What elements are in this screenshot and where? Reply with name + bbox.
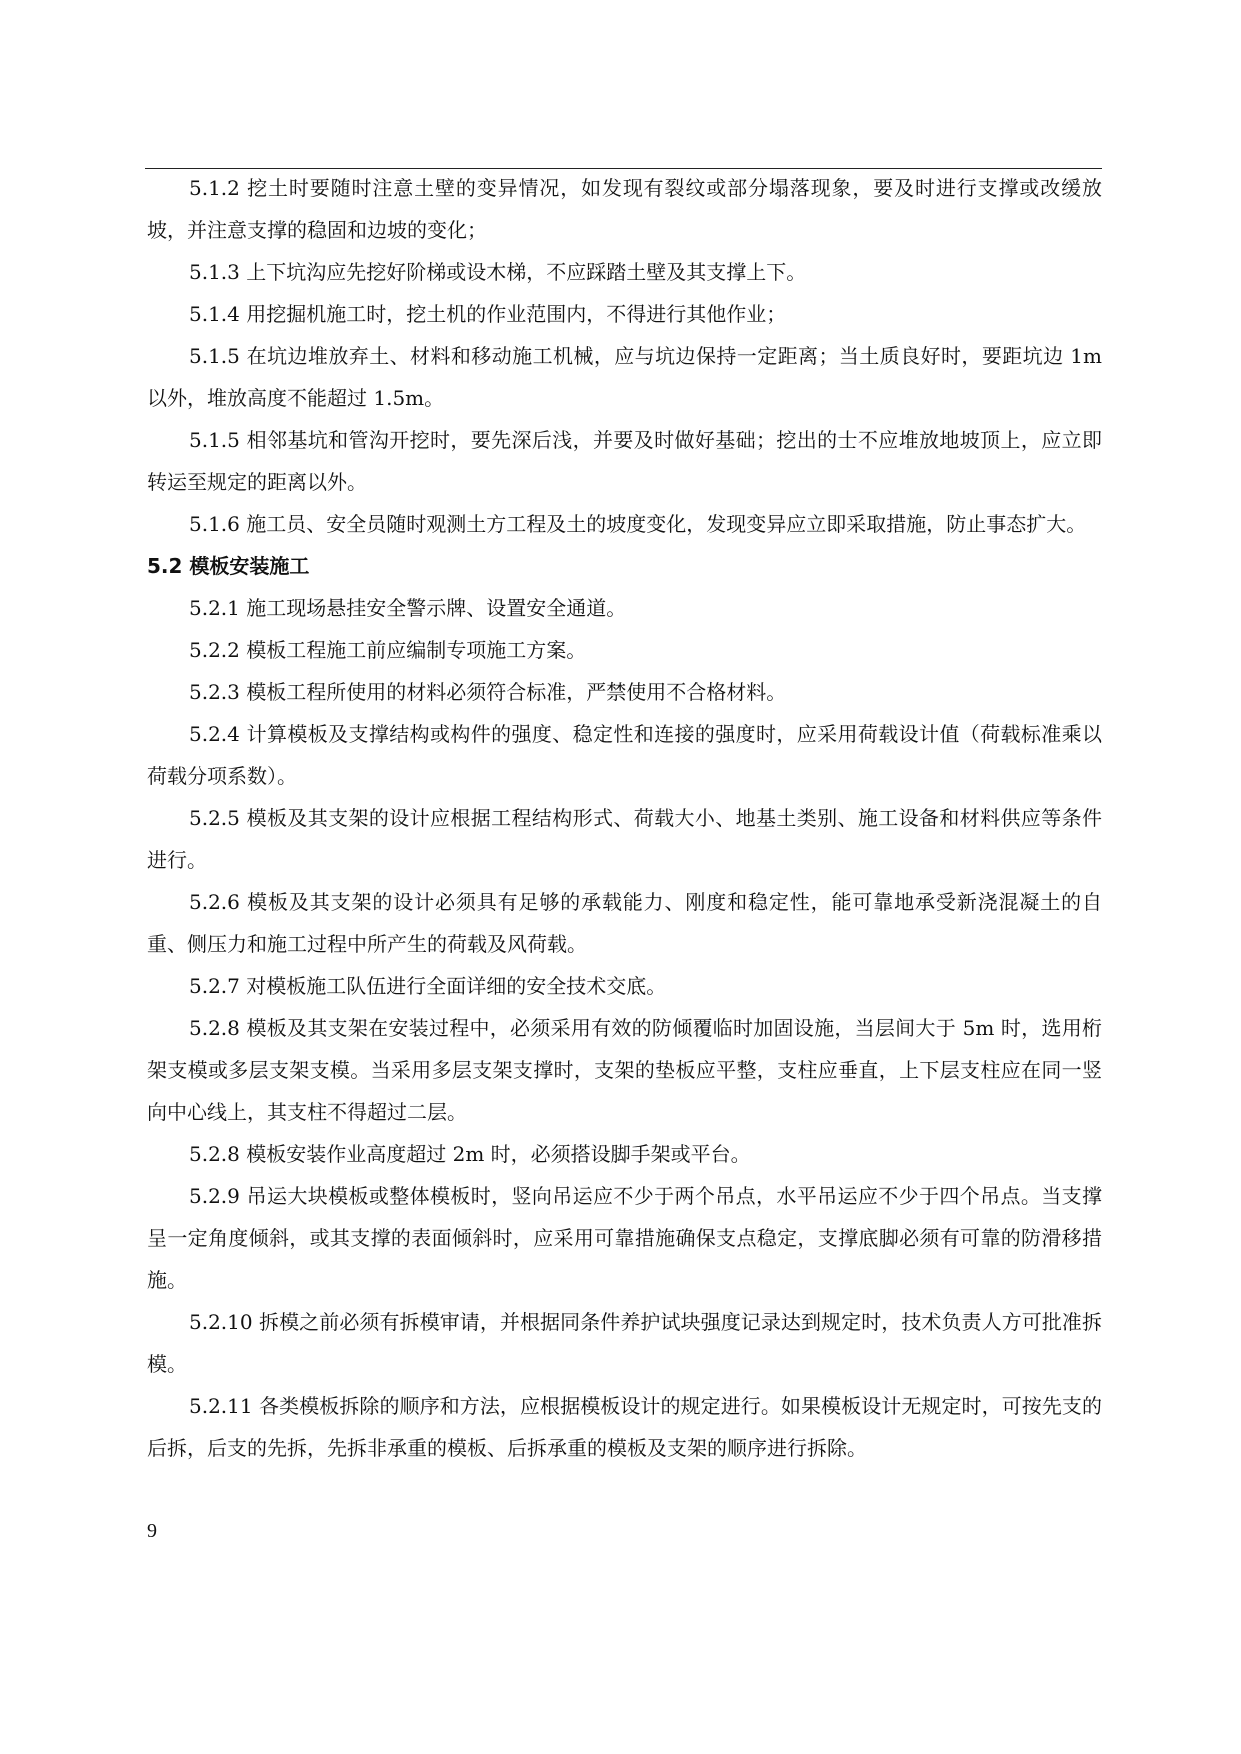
paragraph-5-2-9: 5.2.9 吊运大块模板或整体模板时，竖向吊运应不少于两个吊点，水平吊运应不少于四个吊点。当支撑呈一定角度倾斜，或其支撑的表面倾斜时，应采用可靠措施确保支点稳定，支撑底脚必须有可靠的防滑移措施。 [147,1184,1102,1292]
paragraph-5-1-2: 5.1.2 挖土时要随时注意土壁的变异情况，如发现有裂纹或部分塌落现象，要及时进行支撑或改缓放坡，并注意支撑的稳固和边坡的变化； [147,176,1102,242]
paragraph-5-2-10: 5.2.10 拆模之前必须有拆模审请，并根据同条件养护试块强度记录达到规定时，技术负责人方可批准拆模。 [147,1310,1102,1376]
paragraph-5-2-8b: 5.2.8 模板安装作业高度超过 2m 时，必须搭设脚手架或平台。 [189,1142,751,1166]
paragraph-5-2-3: 5.2.3 模板工程所使用的材料必须符合标准，严禁使用不合格材料。 [189,680,787,704]
paragraph-5-2-8a: 5.2.8 模板及其支架在安装过程中，必须采用有效的防倾覆临时加固设施，当层间大于 5m 时，选用桁架支模或多层支架支模。当采用多层支架支撑时，支架的垫板应平整，支柱应垂直，上下层支柱应在同一竖向中心线上，其支柱不得超过二层。 [147,1016,1102,1124]
paragraph-5-2-2: 5.2.2 模板工程施工前应编制专项施工方案。 [189,638,587,662]
paragraph-5-2-4: 5.2.4 计算模板及支撑结构或构件的强度、稳定性和连接的强度时，应采用荷载设计值（荷载标准乘以荷载分项系数）。 [147,722,1102,788]
paragraph-5-1-5a: 5.1.5 在坑边堆放弃土、材料和移动施工机械，应与坑边保持一定距离；当土质良好时，要距坑边 1m 以外，堆放高度不能超过 1.5m。 [147,344,1102,410]
paragraph-5-2-7: 5.2.7 对模板施工队伍进行全面详细的安全技术交底。 [189,974,667,998]
paragraph-5-1-5b: 5.1.5 相邻基坑和管沟开挖时，要先深后浅，并要及时做好基础；挖出的士不应堆放地坡顶上，应立即转运至规定的距离以外。 [147,428,1102,494]
paragraph-5-1-4: 5.1.4 用挖掘机施工时，挖土机的作业范围内，不得进行其他作业； [189,302,787,326]
paragraph-5-2-1: 5.2.1 施工现场悬挂安全警示牌、设置安全通道。 [189,596,627,620]
document-body [147,167,1102,1469]
paragraph-5-2-11: 5.2.11 各类模板拆除的顺序和方法，应根据模板设计的规定进行。如果模板设计无规定时，可按先支的后拆，后支的先拆，先拆非承重的模板、后拆承重的模板及支架的顺序进行拆除。 [147,1394,1102,1460]
paragraph-5-1-6: 5.1.6 施工员、安全员随时观测土方工程及土的坡度变化，发现变异应立即采取措施，防止事态扩大。 [189,512,1087,536]
paragraph-5-1-3: 5.1.3 上下坑沟应先挖好阶梯或设木梯，不应踩踏土壁及其支撑上下。 [189,260,807,284]
section-heading-5-2: 5.2 模板安装施工 [147,554,310,578]
paragraph-5-2-6: 5.2.6 模板及其支架的设计必须具有足够的承载能力、刚度和稳定性，能可靠地承受新浇混凝土的自重、侧压力和施工过程中所产生的荷载及风荷载。 [147,890,1102,956]
paragraph-5-2-5: 5.2.5 模板及其支架的设计应根据工程结构形式、荷载大小、地基土类别、施工设备和材料供应等条件进行。 [147,806,1102,872]
page-number: 9 [147,1520,157,1542]
